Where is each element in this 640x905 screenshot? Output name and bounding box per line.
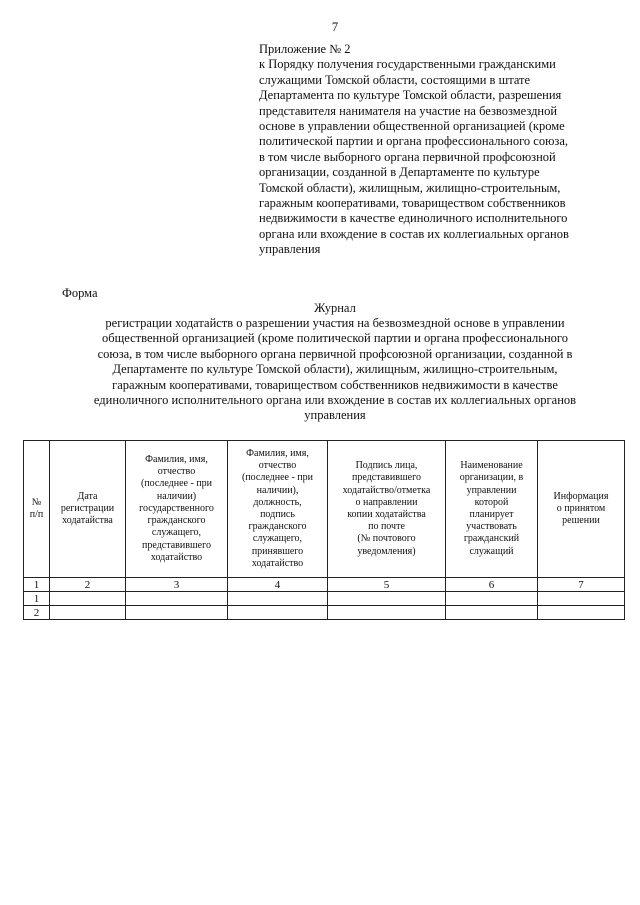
appendix-line: недвижимости в качестве единоличного исполнительного — [259, 211, 568, 226]
journal-subtitle-line: общественной организацией (кроме политической партии и органа профессионального — [102, 331, 568, 346]
header-line: Фамилия, имя, — [246, 447, 309, 459]
journal-subtitle-line: Департаменте по культуре Томской области), жилищным, жилищно-строительным, — [112, 362, 558, 377]
header-line: о направлении — [355, 496, 418, 508]
appendix-line: к Порядку получения государственными гражданскими — [259, 57, 556, 72]
journal-title: Журнал — [314, 301, 356, 315]
column-number: 5 — [328, 578, 446, 592]
table-cell — [538, 592, 625, 606]
appendix-line: Департамента по культуре Томской области, разрешения — [259, 88, 562, 103]
column-number: 6 — [446, 578, 538, 592]
header-line: которой — [474, 496, 509, 508]
header-line: участвовать — [466, 521, 517, 533]
header-line: планирует — [469, 509, 514, 520]
header-line: ходатайства — [62, 515, 113, 527]
header-line: (№ почтового — [357, 533, 416, 545]
header-servant-name — [126, 441, 228, 578]
header-line: представившего — [352, 472, 421, 484]
header-line: п/п — [29, 509, 44, 520]
header-line: служащего, — [252, 533, 303, 545]
table-cell — [126, 592, 228, 606]
header-line: Подпись лица, — [355, 460, 418, 472]
appendix-line: гаражным кооперативами, товариществом собственников — [259, 196, 566, 211]
header-line: о принятом — [556, 502, 606, 514]
table-cell — [328, 606, 446, 620]
journal-subtitle — [30, 316, 640, 424]
header-line: гражданского — [248, 521, 307, 533]
table-cell — [228, 592, 328, 606]
header-line: Фамилия, имя, — [145, 454, 208, 466]
header-line: наличии) — [156, 490, 197, 502]
table-cell — [328, 592, 446, 606]
appendix-line: служащими Томской области, состоящими в штате — [259, 72, 531, 87]
header-line: Информация — [553, 490, 609, 502]
header-line: по почте — [368, 521, 405, 533]
header-line: отчество — [157, 466, 196, 478]
header-line: организации, в — [459, 472, 524, 484]
header-line: подпись — [260, 509, 295, 520]
table-cell — [228, 606, 328, 620]
header-line: наличии), — [256, 484, 299, 496]
appendix-line: в том числе выборного органа первичной профсоюзной — [259, 149, 556, 164]
journal-subtitle-line: единоличного исполнительного органа или вхождение в состав их коллегиальных органов — [93, 393, 577, 408]
header-line: управлении — [466, 484, 517, 496]
row-number: 1 — [24, 592, 50, 606]
header-line: уведомления) — [357, 545, 416, 557]
table-cell — [446, 606, 538, 620]
header-organization-name — [446, 441, 538, 578]
header-line: ходатайство — [251, 557, 304, 569]
appendix-line: основе в управлении общественной организацией (кроме — [259, 119, 565, 134]
column-number-row — [24, 578, 625, 592]
table-cell — [538, 606, 625, 620]
header-line: копии ходатайства — [347, 509, 426, 520]
header-line: гражданского — [147, 515, 206, 527]
table-row — [24, 606, 625, 620]
appendix-line: Томской области), жилищным, жилищно-строительным, — [259, 180, 561, 195]
table-header-row — [24, 441, 625, 578]
header-decision-info — [538, 441, 625, 578]
table-row — [24, 592, 625, 606]
journal-subtitle-line: управления — [304, 408, 366, 423]
header-line: гражданский — [463, 533, 520, 545]
header-line: № — [31, 496, 42, 508]
appendix-line: организации, созданной в Департаменте по культуре — [259, 165, 540, 180]
table-cell — [446, 592, 538, 606]
appendix-line: представителя нанимателя на участие на безвозмездной — [259, 103, 558, 118]
header-line: ходатайство — [150, 551, 203, 563]
header-submitter-signature — [328, 441, 446, 578]
table-cell — [50, 606, 126, 620]
column-number: 4 — [228, 578, 328, 592]
page-number: 7 — [331, 20, 339, 34]
appendix-line: политической партии и органа профессионального союза, — [259, 134, 569, 149]
journal-subtitle-line: гаражным кооперативами, товариществом собственников недвижимости в качестве — [112, 377, 558, 392]
header-registration-date — [50, 441, 126, 578]
header-line: представившего — [142, 539, 211, 551]
journal-subtitle-line: союза, в том числе выборного органа первичной профсоюзной организации, созданной в — [97, 346, 573, 361]
appendix-line: органа или вхождение в состав их коллегиальных органов — [259, 226, 569, 241]
row-number: 2 — [24, 606, 50, 620]
table-cell — [126, 606, 228, 620]
header-number — [24, 441, 50, 578]
header-line: принявшего — [251, 545, 304, 557]
header-line: служащий — [469, 545, 514, 557]
appendix-line: управления — [259, 242, 321, 257]
header-line: ходатайство/отметка — [342, 484, 431, 496]
header-line: (последнее - при — [140, 478, 212, 490]
column-number: 1 — [24, 578, 50, 592]
header-line: должность, — [253, 496, 302, 508]
journal-subtitle-line: регистрации ходатайств о разрешении участия на безвозмездной основе в управлении — [105, 316, 565, 330]
appendix-reference — [259, 42, 621, 258]
column-number: 7 — [538, 578, 625, 592]
header-line: Дата — [77, 490, 98, 502]
header-line: служащего, — [151, 527, 202, 539]
registration-journal-table — [23, 440, 625, 620]
table-cell — [50, 592, 126, 606]
header-line: регистрации — [60, 502, 115, 514]
appendix-title: Приложение № 2 — [259, 42, 351, 56]
header-line: Наименование — [460, 460, 523, 472]
column-number: 2 — [50, 578, 126, 592]
header-line: решении — [562, 515, 600, 527]
column-number: 3 — [126, 578, 228, 592]
form-label: Форма — [62, 286, 98, 300]
header-line: отчество — [258, 460, 297, 472]
header-receiver-name — [228, 441, 328, 578]
header-line: государственного — [139, 502, 214, 514]
header-line: (последнее - при — [241, 472, 313, 484]
